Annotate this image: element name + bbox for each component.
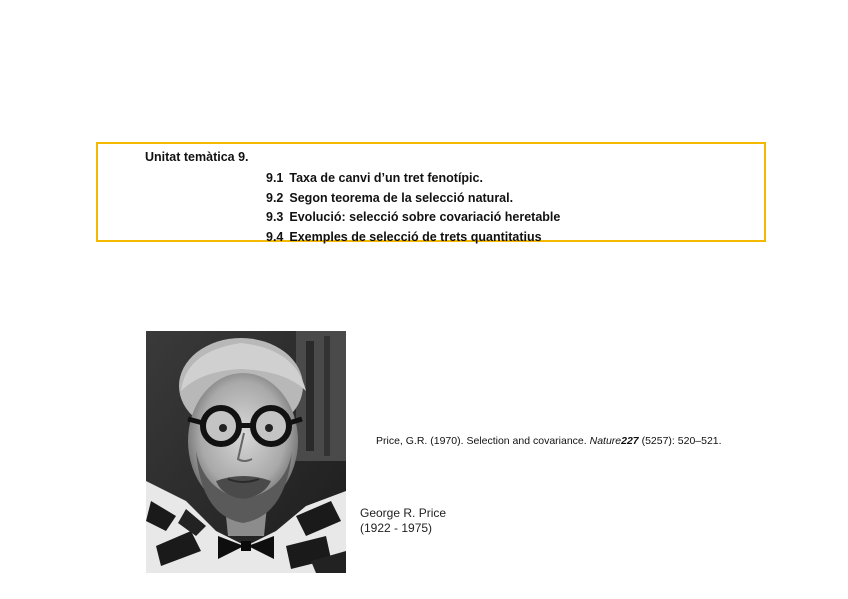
portrait-caption [360, 506, 446, 536]
unit-title: Unitat temàtica 9. [145, 150, 249, 164]
topic-item [266, 228, 560, 248]
topic-number: 9.3 [266, 210, 284, 224]
topic-text: Exemples de selecció de trets quantitatius [289, 229, 542, 244]
topic-text: Taxa de canvi d’un tret fenotípic. [289, 171, 483, 185]
topics-box [96, 142, 766, 242]
citation-prefix: Price, G.R. (1970). Selection and covariance. [376, 435, 590, 447]
caption-name: George R. Price [360, 506, 447, 520]
caption-dates: (1922 - 1975) [360, 521, 433, 535]
topic-number: 9.2 [266, 190, 284, 205]
topic-text: Segon teorema de la selecció natural. [289, 190, 514, 205]
citation-volume: 227 [621, 435, 639, 447]
topic-item [266, 189, 560, 209]
topic-list [266, 169, 560, 247]
topic-number: 9.4 [266, 229, 284, 244]
citation-suffix: (5257): 520–521. [638, 435, 722, 447]
citation-reference [376, 435, 722, 447]
citation-journal: Nature [589, 435, 622, 447]
topic-item [266, 169, 560, 189]
portrait-photo [146, 331, 346, 573]
topic-text: Evolució: selecció sobre covariació heretable [289, 210, 561, 224]
topic-item [266, 208, 560, 228]
topic-number: 9.1 [266, 171, 284, 185]
